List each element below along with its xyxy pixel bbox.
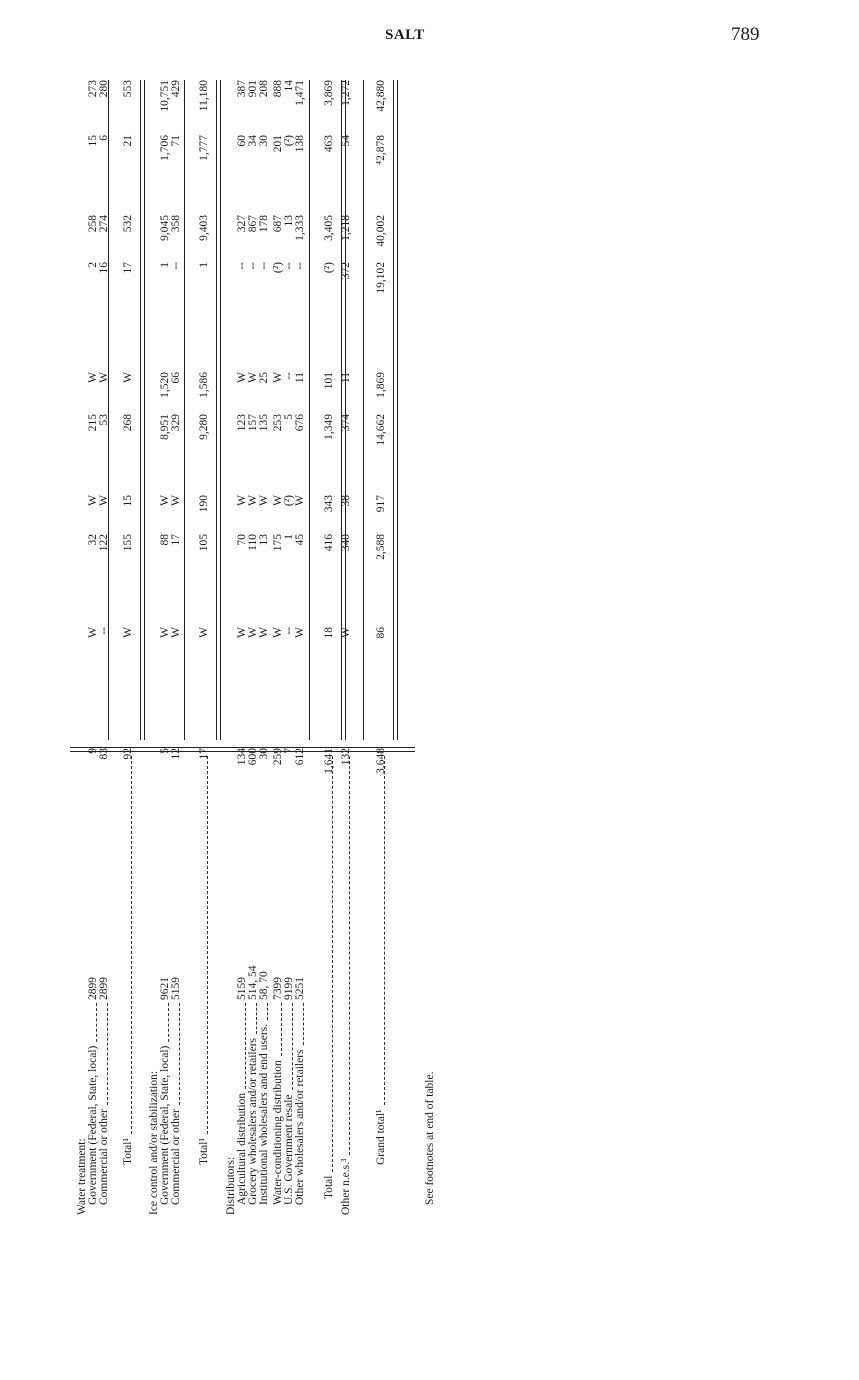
table-row	[122, 80, 134, 1215]
table-cell: 86	[375, 627, 387, 639]
table-cell: 1,272	[340, 80, 352, 106]
table-cell: 3,648	[375, 748, 387, 774]
table-cell: 1,333	[294, 215, 306, 241]
table-cell: 201	[272, 135, 284, 153]
table-cell: W	[272, 627, 284, 638]
table-row	[340, 80, 352, 1215]
table-cell: W	[87, 627, 99, 638]
table-cell: W	[272, 372, 284, 383]
dot-leader	[267, 1003, 268, 1020]
table-row	[198, 80, 210, 1215]
table-cell: 19,102	[375, 262, 387, 294]
row-label: Agricultural distribution	[236, 1092, 248, 1205]
table-cell: 18	[323, 627, 335, 639]
table-cell: --	[283, 262, 295, 270]
table-cell: 1,586	[198, 372, 210, 398]
table-cell: ⁴2,878	[375, 135, 387, 165]
table-footnote: See footnotes at end of table.	[424, 1071, 436, 1205]
table-cell: W	[98, 495, 110, 506]
table-cell: 11	[340, 372, 352, 384]
table-cell: W	[159, 495, 171, 506]
dot-leader	[256, 1003, 257, 1034]
table-cell: 917	[375, 495, 387, 513]
table-cell: 268	[122, 414, 134, 432]
table-row	[323, 80, 335, 1215]
row-label: U.S. Government resale	[283, 1094, 295, 1205]
table-cell: W	[247, 495, 259, 506]
row-label: Water-conditioning distribution	[272, 1060, 284, 1205]
table-rule	[309, 80, 310, 740]
table-cell: 11	[294, 372, 306, 384]
table-cell: 30	[258, 135, 270, 147]
table-cell: 14,662	[375, 414, 387, 446]
dot-leader	[245, 1003, 246, 1089]
table-cell: 53	[98, 414, 110, 426]
table-cell: 1	[159, 262, 171, 268]
table-cell: 134	[236, 748, 248, 766]
table-cell: 867	[247, 215, 259, 233]
dot-leader	[292, 1003, 293, 1090]
table-cell: 1,218	[340, 215, 352, 241]
table-cell: W	[159, 627, 171, 638]
table-cell: 25	[258, 372, 270, 384]
table-cell: W	[87, 372, 99, 383]
table-cell: W	[98, 372, 110, 383]
table-cell: --	[283, 627, 295, 635]
table-cell: 3,869	[323, 80, 335, 106]
row-label: Institutional wholesalers and end users.	[258, 1023, 270, 1205]
table-cell: 101	[323, 372, 335, 390]
table-rule	[216, 80, 221, 740]
table-cell: W	[272, 495, 284, 506]
table-rule	[393, 80, 398, 740]
table-cell: 888	[272, 80, 284, 98]
row-label: Government (Federal, State, local)	[87, 1045, 99, 1205]
dot-leader	[107, 1003, 108, 1105]
table-cell: W	[258, 495, 270, 506]
table-cell: 38	[340, 495, 352, 507]
table-cell: 34	[247, 135, 259, 147]
table-cell: 1,641	[323, 748, 335, 774]
table-cell: 105	[198, 534, 210, 552]
table-cell: 901	[247, 80, 259, 98]
table-cell: 553	[122, 80, 134, 98]
table-rule	[108, 80, 109, 740]
table-rule	[184, 80, 185, 740]
table-cell: W	[236, 627, 248, 638]
table-cell: 175	[272, 534, 284, 552]
table-cell: 612	[294, 748, 306, 766]
table-cell: 123	[236, 414, 248, 432]
page-header-title: SALT	[385, 27, 425, 43]
table-cell: 132	[340, 748, 352, 766]
dot-leader	[168, 1003, 169, 1042]
table-cell: (²)	[272, 262, 284, 274]
table-cell: 2	[87, 262, 99, 268]
row-label: Commercial or other	[98, 1109, 110, 1205]
table-cell: 71	[170, 135, 182, 147]
table-cell: 259	[272, 748, 284, 766]
table-cell: W	[170, 627, 182, 638]
table-cell: 42,880	[375, 80, 387, 112]
table-cell: W	[247, 372, 259, 383]
table-cell: W	[122, 627, 134, 638]
table-row	[375, 80, 387, 1215]
table-cell: 253	[272, 414, 284, 432]
sic-code: 514, 54	[247, 965, 259, 1000]
table-cell: W	[294, 627, 306, 638]
salt-consumption-table	[70, 80, 415, 1215]
dot-leader	[207, 756, 208, 1134]
dot-leader	[384, 756, 385, 1105]
table-cell: (²)	[283, 495, 295, 507]
table-cell: W	[236, 372, 248, 383]
table-cell: 600	[247, 748, 259, 766]
table-row	[258, 80, 270, 1215]
table-cell: 138	[294, 135, 306, 153]
table-cell: 274	[98, 215, 110, 233]
table-cell: 15	[122, 495, 134, 507]
table-cell: 7	[283, 748, 295, 754]
table-cell: 13	[283, 215, 295, 227]
table-cell: 208	[258, 80, 270, 98]
table-cell: 190	[198, 495, 210, 513]
table-cell: 676	[294, 414, 306, 432]
table-cell: 9	[87, 748, 99, 754]
row-label: Other n.e.s.³	[340, 1158, 352, 1215]
table-cell: 45	[294, 534, 306, 546]
table-cell: 88	[159, 534, 171, 546]
table-cell: 374	[340, 414, 352, 432]
row-label: Government (Federal, State, local)	[159, 1045, 171, 1205]
dot-leader	[303, 1003, 304, 1045]
row-label: Commercial or other	[170, 1109, 182, 1205]
table-cell: W	[122, 372, 134, 383]
table-cell: 135	[258, 414, 270, 432]
table-cell: 3,405	[323, 215, 335, 241]
table-cell: 16	[98, 262, 110, 274]
table-cell: 32	[87, 534, 99, 546]
table-cell: (²)	[323, 262, 335, 274]
table-cell: 687	[272, 215, 284, 233]
table-cell: 463	[323, 135, 335, 153]
dot-leader	[281, 1003, 282, 1056]
row-label: Ice control and/or stabilization:	[148, 1070, 160, 1215]
table-cell: 1,349	[323, 414, 335, 440]
sic-code: 2899	[98, 977, 110, 1000]
table-cell: 11,180	[198, 80, 210, 112]
table-cell: 70	[236, 534, 248, 546]
table-cell: 17	[170, 534, 182, 546]
table-cell: (²)	[283, 135, 295, 147]
table-cell: 15	[87, 135, 99, 147]
sic-code: 9199	[283, 977, 295, 1000]
table-cell: W	[247, 627, 259, 638]
table-cell: 17	[122, 262, 134, 274]
table-cell: W	[170, 495, 182, 506]
table-cell: 30	[258, 748, 270, 760]
table-cell: 1,706	[159, 135, 171, 161]
dot-leader	[349, 756, 350, 1155]
table-cell: 92	[122, 748, 134, 760]
table-cell: 60	[236, 135, 248, 147]
table-cell: W	[258, 627, 270, 638]
sic-code: 5251	[294, 977, 306, 1000]
table-cell: 280	[98, 80, 110, 98]
table-cell: --	[98, 627, 110, 635]
table-cell: 532	[122, 215, 134, 233]
table-cell: 122	[98, 534, 110, 552]
table-row	[294, 80, 306, 1215]
row-label: Total¹	[122, 1138, 134, 1165]
table-cell: 327	[236, 215, 248, 233]
table-cell: 1,471	[294, 80, 306, 106]
row-label: Distributors:	[225, 1156, 237, 1215]
table-cell: 215	[87, 414, 99, 432]
table-cell: 66	[170, 372, 182, 384]
table-cell: 8,951	[159, 414, 171, 440]
table-cell: 155	[122, 534, 134, 552]
dot-leader	[179, 1003, 180, 1105]
table-cell: 1	[283, 534, 295, 540]
dot-leader	[332, 756, 333, 1172]
table-cell: 1,777	[198, 135, 210, 161]
table-cell: 178	[258, 215, 270, 233]
row-label: Total¹	[198, 1138, 210, 1165]
table-cell: 157	[247, 414, 259, 432]
table-cell: --	[236, 262, 248, 270]
row-label: Total	[323, 1175, 335, 1199]
table-cell: --	[294, 262, 306, 270]
table-cell: 6	[98, 135, 110, 141]
table-cell: 387	[236, 80, 248, 98]
table-cell: 5	[159, 748, 171, 754]
sic-code: 7399	[272, 977, 284, 1000]
table-cell: --	[258, 262, 270, 270]
table-cell: --	[247, 262, 259, 270]
table-cell: 1,520	[159, 372, 171, 398]
table-cell: W	[340, 627, 352, 638]
table-cell: 9,280	[198, 414, 210, 440]
sic-code: 5159	[170, 977, 182, 1000]
table-rule	[363, 80, 364, 740]
row-label: Other wholesalers and/or retailers	[294, 1049, 306, 1205]
table-cell: 358	[170, 215, 182, 233]
table-cell: 273	[87, 80, 99, 98]
table-rule	[140, 80, 145, 740]
table-cell: 258	[87, 215, 99, 233]
table-cell: 340	[340, 534, 352, 552]
dot-leader	[96, 1003, 97, 1042]
sic-code: 58, 70	[258, 971, 270, 1000]
table-row	[170, 80, 182, 1215]
table-cell: 2,588	[375, 534, 387, 560]
table-cell: 54	[340, 135, 352, 147]
table-cell: 14	[283, 80, 295, 92]
table-cell: 1	[198, 262, 210, 268]
table-cell: 343	[323, 495, 335, 513]
table-cell: 372	[340, 262, 352, 280]
table-cell: W	[294, 495, 306, 506]
table-cell: 17	[198, 748, 210, 760]
table-cell: 9,403	[198, 215, 210, 241]
table-cell: 110	[247, 534, 259, 551]
row-label: Grand total¹	[375, 1109, 387, 1165]
row-label: Water treatment:	[76, 1138, 88, 1215]
table-cell: 416	[323, 534, 335, 552]
table-cell: W	[198, 627, 210, 638]
table-cell: 329	[170, 414, 182, 432]
page-number: 789	[731, 24, 760, 45]
table-cell: --	[283, 372, 295, 380]
table-cell: W	[236, 495, 248, 506]
table-cell: 40,002	[375, 215, 387, 247]
row-label: Grocery wholesalers and/or retailers	[247, 1038, 259, 1205]
table-cell: 5	[283, 414, 295, 420]
table-cell: 9,045	[159, 215, 171, 241]
table-cell: W	[87, 495, 99, 506]
sic-code: 9621	[159, 977, 171, 1000]
table-cell: 1,869	[375, 372, 387, 398]
table-cell: 13	[258, 534, 270, 546]
table-cell: --	[170, 262, 182, 270]
sic-code: 2899	[87, 977, 99, 1000]
table-cell: 12	[170, 748, 182, 760]
dot-leader	[131, 756, 132, 1134]
table-cell: 10,751	[159, 80, 171, 112]
table-cell: 429	[170, 80, 182, 98]
table-cell: 21	[122, 135, 134, 147]
table-cell: 83	[98, 748, 110, 760]
sic-code: 5159	[236, 977, 248, 1000]
